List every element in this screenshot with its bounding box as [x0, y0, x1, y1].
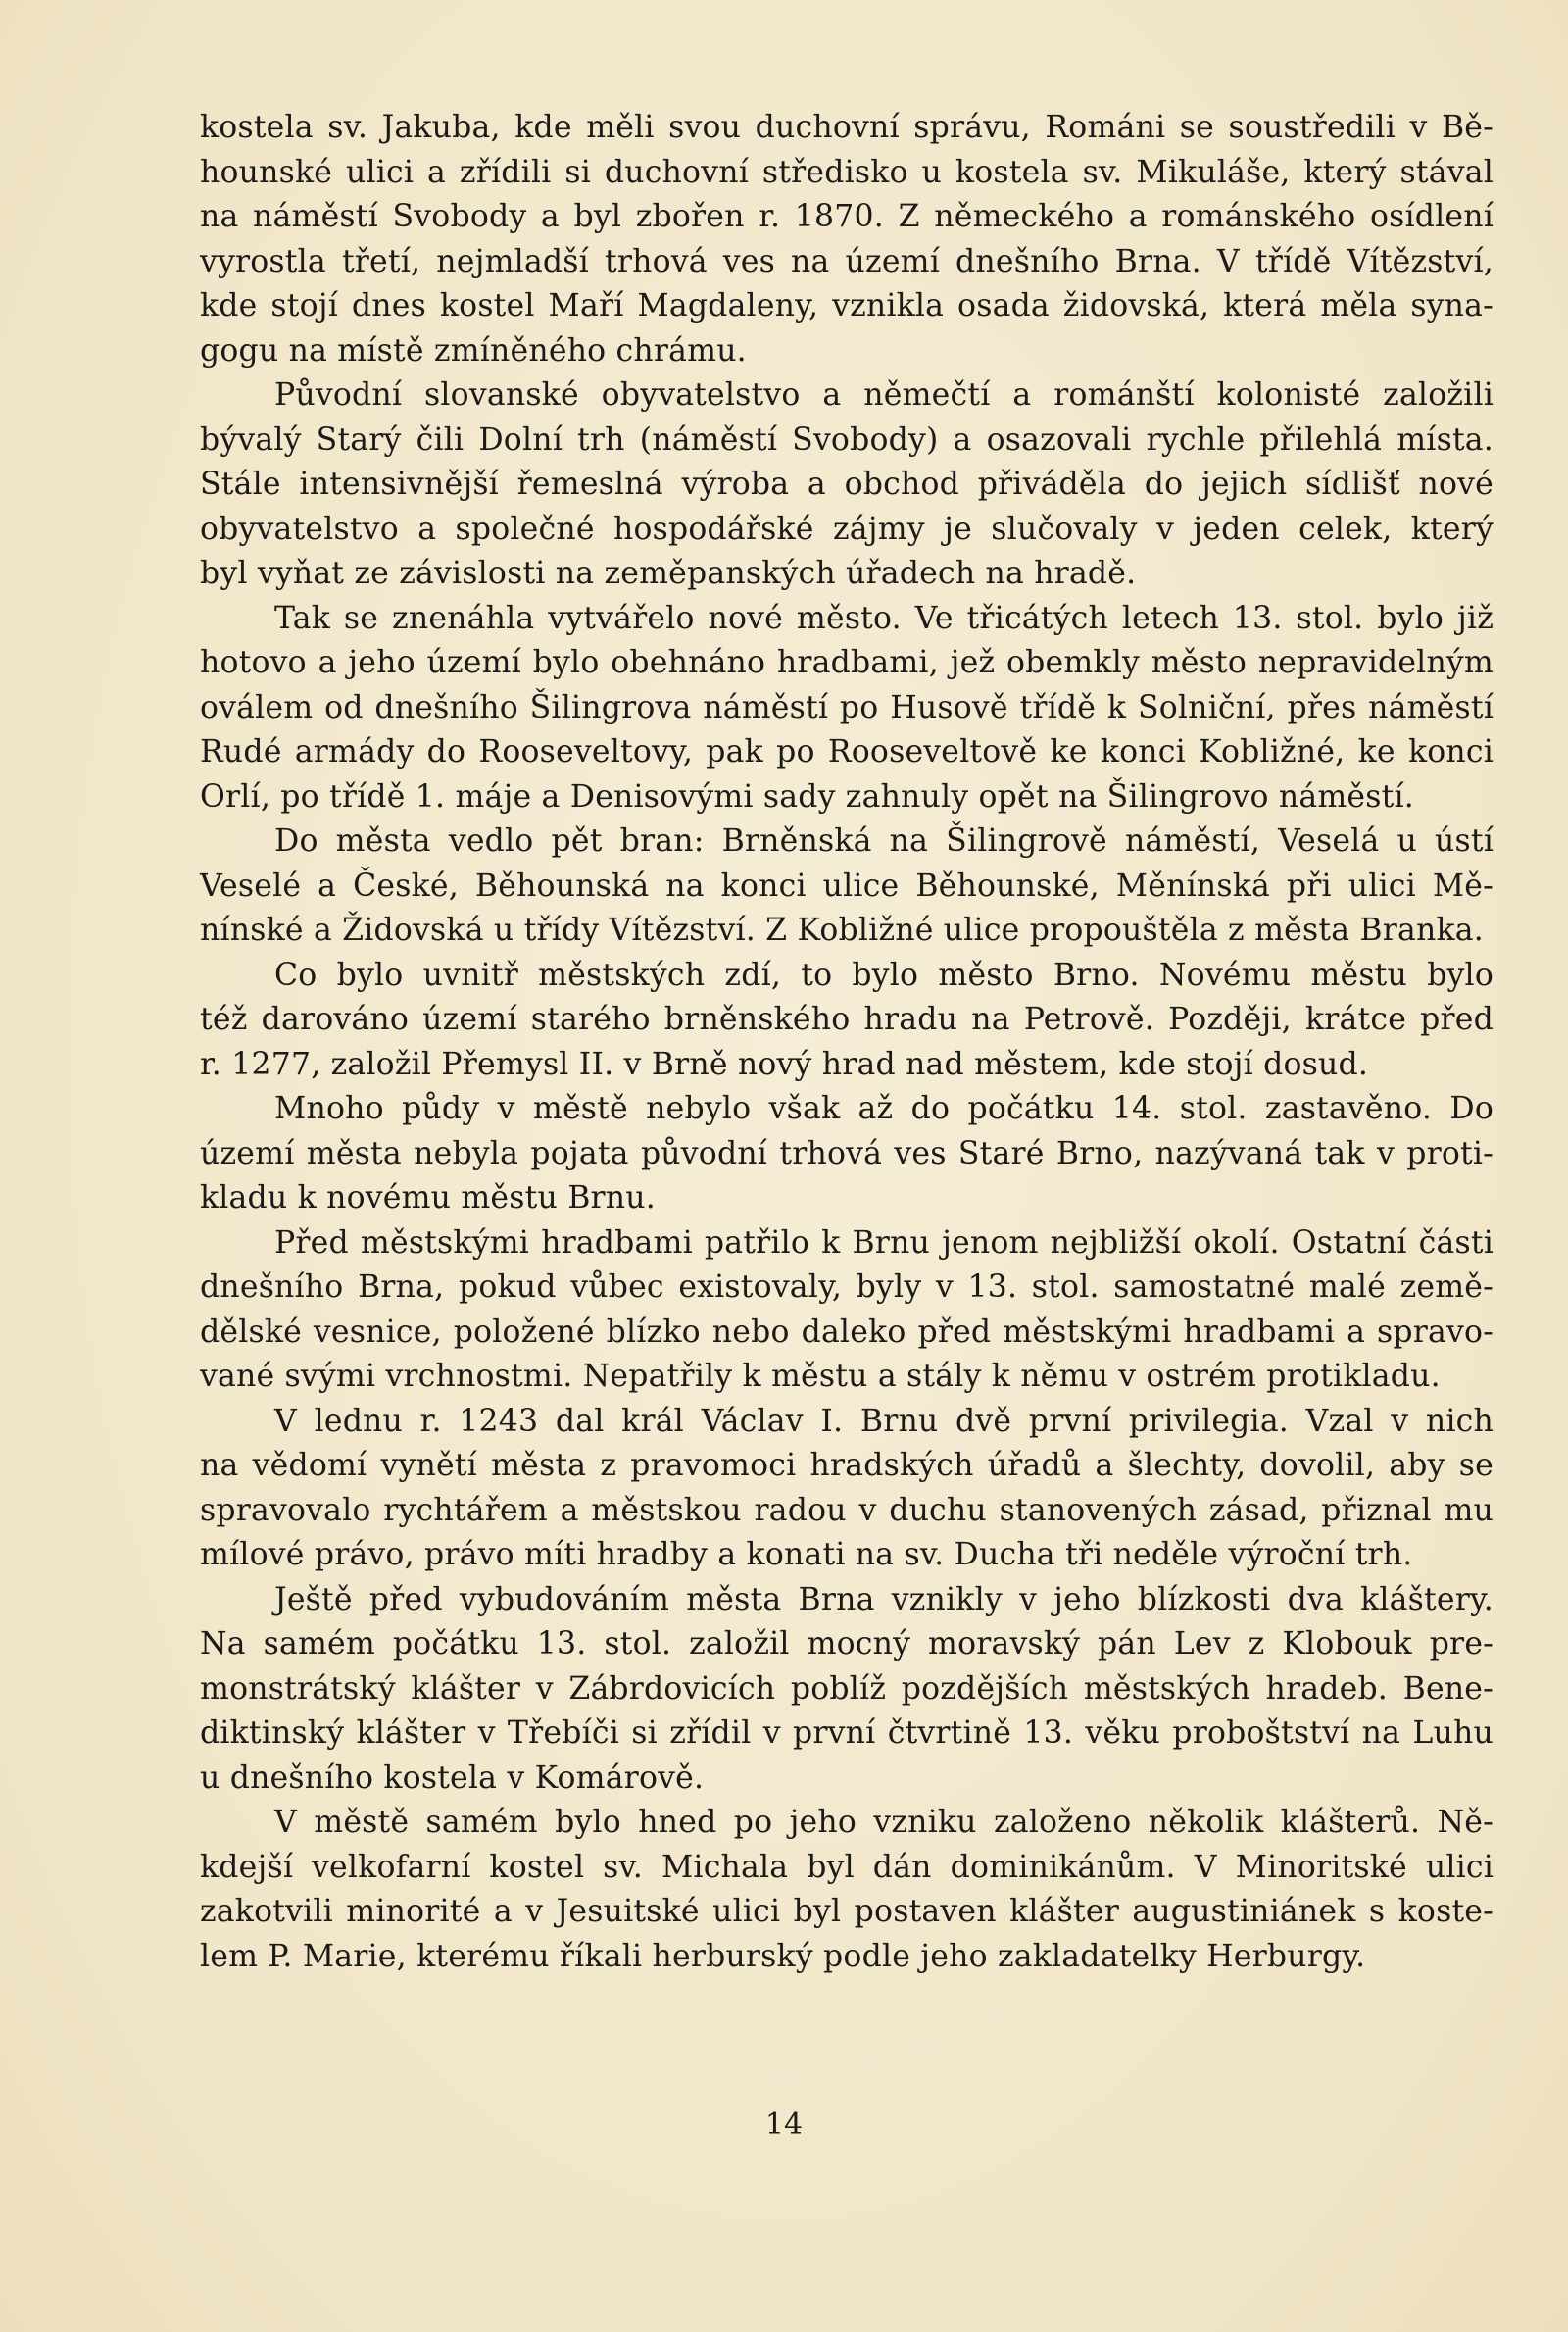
text-line: zakotvili minorité a v Jesuitské ulici byl postaven klášter augustiniánek s koste- — [200, 1894, 1494, 1929]
text-line: V lednu r. 1243 dal král Václav I. Brnu dvě první privilegia. Vzal v nich — [274, 1403, 1494, 1439]
text-line: nínské a Židovská u třídy Vítězství. Z Kobližné ulice propouštěla z města Branka. — [200, 913, 1484, 948]
text-line: Rudé armády do Rooseveltovy, pak po Rooseveltově ke konci Kobližné, ke konci — [200, 734, 1494, 769]
text-line: území města nebyla pojata původní trhová ves Staré Brno, nazývaná tak v proti- — [200, 1135, 1494, 1171]
text-line: kladu k novému městu Brnu. — [200, 1180, 656, 1216]
text-line: byl vyňat ze závislosti na zeměpanských úřadech na hradě. — [200, 556, 1137, 591]
text-line: na náměstí Svobody a byl zbořen r. 1870. Z německého a románského osídlení — [200, 199, 1494, 234]
text-line: kde stojí dnes kostel Maří Magdaleny, vznikla osada židovská, která měla syna- — [200, 288, 1494, 323]
text-line: hotovo a jeho území bylo obehnáno hradbami, jež obemkly město nepravidelným — [200, 645, 1494, 680]
text-line: mílové právo, právo míti hradby a konati na sv. Ducha tři neděle výroční trh. — [200, 1537, 1413, 1572]
text-line: kostela sv. Jakuba, kde měli svou duchovní správu, Románi se soustředili v Bě- — [200, 110, 1494, 145]
body-text — [200, 106, 1494, 1979]
text-line: gogu na místě zmíněného chrámu. — [200, 332, 747, 369]
text-line: obyvatelstvo a společné hospodářské zájmy je slučovaly v jeden celek, který — [200, 511, 1494, 547]
text-line: vyrostla třetí, nejmladší trhová ves na území dnešního Brna. V třídě Vítězství, — [200, 243, 1494, 279]
text-line: diktinský klášter v Třebíči si zřídil v první čtvrtině 13. věku proboštství na Luhu — [200, 1715, 1494, 1751]
page-number: 14 — [764, 2108, 804, 2142]
text-line: Co bylo uvnitř městských zdí, to bylo město Brno. Novému městu bylo — [274, 957, 1494, 993]
text-line: oválem od dnešního Šilingrova náměstí po Husově třídě k Solniční, přes náměstí — [200, 689, 1494, 725]
text-line: lem P. Marie, kterému říkali herburský podle jeho zakladatelky Herburgy. — [200, 1938, 1366, 1974]
text-line: na vědomí vynětí města z pravomoci hradských úřadů a šlechty, dovolil, aby se — [200, 1448, 1494, 1483]
text-line: u dnešního kostela v Komárově. — [200, 1760, 705, 1796]
text-line: též darováno území starého brněnského hradu na Petrově. Později, krátce před — [200, 1002, 1494, 1037]
text-line: dělské vesnice, položené blízko nebo daleko před městskými hradbami a spravo- — [200, 1314, 1494, 1350]
text-line: Před městskými hradbami patřilo k Brnu jenom nejbližší okolí. Ostatní části — [274, 1224, 1494, 1261]
text-line: kdejší velkofarní kostel sv. Michala byl dán dominikánům. V Minoritské ulici — [200, 1849, 1494, 1885]
text-line: spravovalo rychtářem a městskou radou v duchu stanovených zásad, přiznal mu — [200, 1492, 1494, 1528]
text-line: Tak se znenáhla vytvářelo nové město. Ve třicátých letech 13. stol. bylo již — [274, 600, 1494, 636]
text-line: Stále intensivnější řemeslná výroba a obchod přiváděla do jejich sídlišť nové — [200, 467, 1494, 502]
text-line: Původní slovanské obyvatelstvo a němečtí a románští kolonisté založili — [274, 377, 1494, 413]
text-line: Veselé a České, Běhounská na konci ulice Běhounské, Měnínská při ulici Mě- — [200, 868, 1494, 904]
text-line: Do města vedlo pět bran: Brněnská na Šilingrově náměstí, Veselá u ústí — [274, 823, 1494, 859]
text-line: Orlí, po třídě 1. máje a Denisovými sady zahnuly opět na Šilingrovo náměstí. — [200, 778, 1414, 815]
text-line: hounské ulici a zřídili si duchovní středisko u kostela sv. Mikuláše, který stával — [200, 154, 1494, 190]
text-line: dnešního Brna, pokud vůbec existovaly, byly v 13. stol. samostatné malé země- — [200, 1269, 1494, 1305]
text-line: V městě samém bylo hned po jeho vzniku založeno několik klášterů. Ně- — [274, 1805, 1494, 1840]
text-line: Ještě před vybudováním města Brna vznikly v jeho blízkosti dva kláštery. — [274, 1581, 1494, 1617]
text-line: r. 1277, založil Přemysl II. v Brně nový hrad nad městem, kde stojí dosud. — [200, 1046, 1369, 1082]
text-line: Na samém počátku 13. stol. založil mocný moravský pán Lev z Klobouk pre- — [200, 1626, 1494, 1662]
text-line: monstrátský klášter v Zábrdovicích poblíž pozdějších městských hradeb. Bene- — [200, 1670, 1494, 1707]
text-line: bývalý Starý čili Dolní trh (náměstí Svobody) a osazovali rychle přilehlá místa. — [200, 422, 1494, 458]
text-line: vané svými vrchnostmi. Nepatřily k městu a stály k němu v ostrém protikladu. — [200, 1359, 1441, 1394]
text-line: Mnoho půdy v městě nebylo však až do počátku 14. stol. zastavěno. Do — [274, 1091, 1494, 1126]
